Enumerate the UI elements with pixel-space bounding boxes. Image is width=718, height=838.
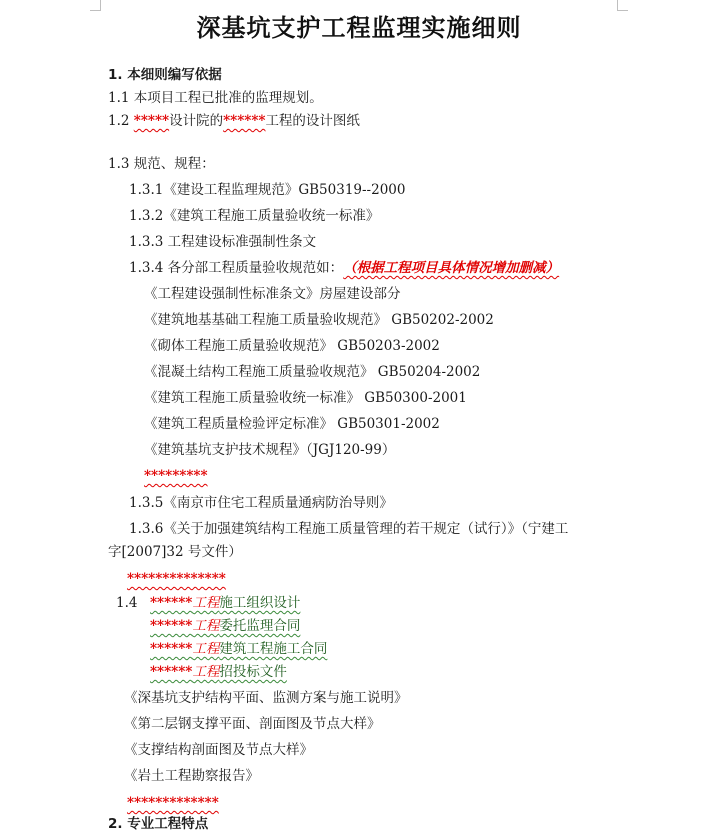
placeholder-stars: ****** [150, 595, 193, 611]
drawing-doc: 《岩土工程勘察报告》 [124, 768, 259, 784]
line-1-3-1: 1.3.1《建设工程监理规范》GB50319--2000 [129, 182, 406, 198]
line-1-1: 1.1 本项目工程已批准的监理规划。 [108, 90, 323, 106]
document-title: 深基坑支护工程监理实施细则 [196, 14, 522, 42]
item-text: 委托监理合同 [219, 618, 301, 634]
item-text: 建筑工程施工合同 [219, 641, 328, 657]
line-1-4-num: 1.4 [116, 595, 138, 611]
line-1-2 [108, 112, 360, 130]
project-word: 工程 [192, 641, 220, 657]
line-1-2-text-end: 工程的设计图纸 [265, 113, 360, 129]
drawing-doc: 《第二层钢支撑平面、剖面图及节点大样》 [124, 716, 381, 732]
line-1-4-item [150, 640, 327, 658]
placeholder-stars: ***** [133, 113, 170, 129]
placeholder-stars: ************** [127, 571, 226, 587]
placeholder-stars: ************* [127, 795, 219, 811]
item-text: 施工组织设计 [219, 595, 301, 611]
standard-item: 《工程建设强制性标准条文》房屋建设部分 [144, 286, 401, 302]
project-word: 工程 [192, 664, 220, 680]
drawing-doc: 《支撑结构剖面图及节点大样》 [124, 742, 313, 758]
standard-item: 《建筑工程质量检验评定标准》 GB50301-2002 [144, 416, 440, 432]
drawing-doc: 《深基坑支护结构平面、监测方案与施工说明》 [124, 690, 408, 706]
section-2-heading: 2. 专业工程特点 [108, 816, 209, 832]
line-1-3: 1.3 规范、规程： [108, 156, 215, 172]
line-1-4-item [150, 617, 300, 635]
line-1-3-6: 1.3.6《关于加强建筑结构工程施工质量管理的若干规定（试行）》（宁建工 [129, 521, 569, 537]
line-1-3-6-cont: 字[2007]32 号文件） [108, 544, 242, 560]
placeholder-stars: ****** [150, 618, 193, 634]
line-1-4-item [150, 594, 300, 612]
project-word: 工程 [192, 618, 220, 634]
red-note: （根据工程项目具体情况增加删减） [343, 260, 560, 276]
standard-item: 《建筑地基基础工程施工质量验收规范》 GB50202-2002 [144, 312, 494, 328]
line-1-4-item [150, 663, 287, 681]
placeholder-stars: ****** [150, 664, 193, 680]
standard-item: 《建筑工程施工质量验收统一标准》 GB50300-2001 [144, 390, 467, 406]
line-1-3-3: 1.3.3 工程建设标准强制性条文 [129, 234, 317, 250]
standard-item: 《砌体工程施工质量验收规范》 GB50203-2002 [144, 338, 440, 354]
line-1-3-5: 1.3.5《南京市住宅工程质量通病防治导则》 [129, 495, 393, 511]
section-1-heading: 1. 本细则编写依据 [108, 67, 222, 83]
line-1-3-4-text: 1.3.4 各分部工程质量验收规范如： [129, 260, 344, 276]
standard-item: 《混凝土结构工程施工质量验收规范》 GB50204-2002 [144, 364, 481, 380]
placeholder-stars: ****** [150, 641, 193, 657]
line-1-3-2: 1.3.2《建筑工程施工质量验收统一标准》 [129, 208, 380, 224]
line-1-3-4 [129, 259, 559, 277]
line-1-2-num: 1.2 [108, 113, 134, 129]
placeholder-stars: ********* [144, 468, 208, 484]
placeholder-stars: ****** [223, 113, 266, 129]
item-text: 招投标文件 [219, 664, 287, 680]
line-1-2-text: 设计院的 [169, 113, 224, 129]
standard-item: 《建筑基坑支护技术规程》（JGJ120-99） [144, 442, 396, 458]
project-word: 工程 [192, 595, 220, 611]
